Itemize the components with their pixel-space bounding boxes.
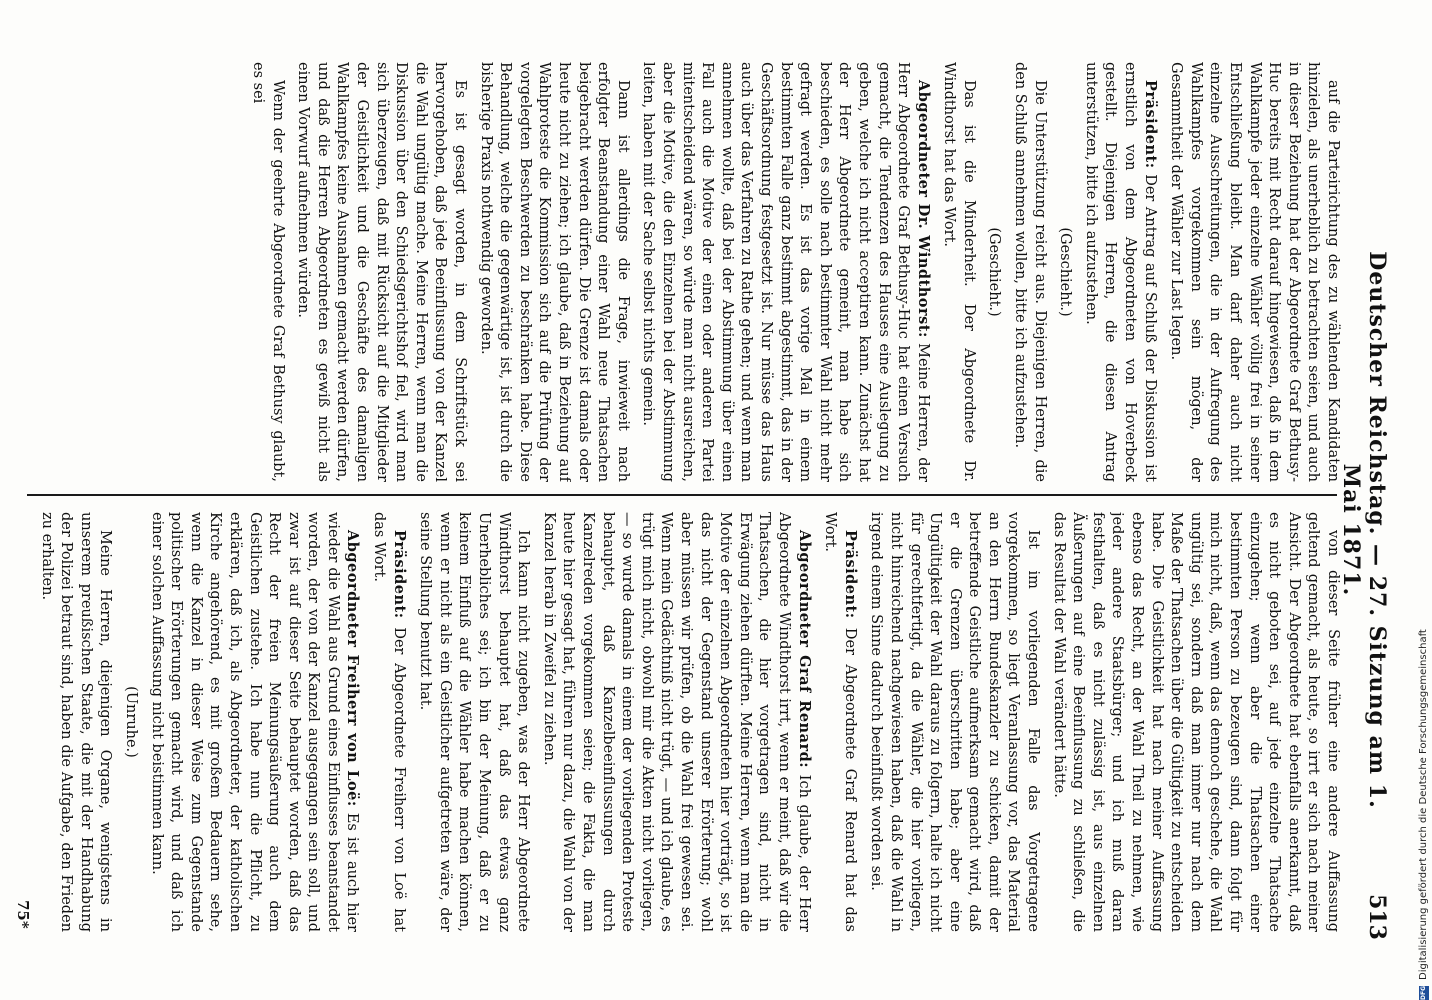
left-column (12, 62, 1342, 482)
column-divider (27, 494, 1337, 496)
paragraph (638, 62, 933, 482)
paragraph (538, 512, 813, 932)
paragraph: Das ist die Minderheit. Der Abgeordnete Dr. Windthorst hat das Wort. (941, 62, 977, 482)
speaker-label: Präsident: (390, 530, 408, 619)
speaker-label: Abgeordneter Graf Renard: (795, 530, 813, 769)
stage-direction: (Geschieht.) (986, 227, 1003, 317)
paragraph (369, 512, 409, 932)
dfg-logo-icon: DFG (1420, 985, 1427, 1000)
paragraph: Ich kann nicht zugeben, was der Herr Abgeordnete Windthorst behauptet hat, daß das etwas ganz Unerhebliches sei; ich bin der Meinung, daß er zu keinem Einfluß auf die Wähler habe machen können, wenn er nicht als ein Geistlicher aufgetreten wäre, der seine Stellung benutzt hat. (417, 512, 532, 932)
header-title: Deutscher Reichstag. — 27. Sitzung am 1. Mai 1871. (1338, 251, 1390, 809)
paragraph (146, 512, 363, 932)
paragraph-text: Der Antrag auf Schluß der Diskussion ist ernstlich von dem Abgeordneten von Hoverbeck gestellt. Diejenigen Herren, die diesen Antrag unterstützen, bitte ich aufzustehen. (1082, 62, 1158, 482)
right-column (12, 512, 1342, 932)
paragraph-text: Meine Herren, der Herr Abgeordnete Graf Bethusy-Huc hat einen Versuch gemacht, die Tendenzen des Hauses eine Auslegung zu geben, welche ich nicht acceptiren kann. Zunächst hat der Herr Abgeordnete gemeint, man habe sich beschieden, es solle nach bestimmter Wahl nicht mehr gefragt werden. Es ist das vorige Mal in einem bestimmten Falle ganz bestimmt abgestimmt, das in der Geschäftsordnung festgesetzt ist. Nur müsse das Haus auch über das Verfahren zu Rathe gehen; und wenn man annehmen wollte, daß bei der Abstimmung über einen Fall auch die Motive der einen oder anderen Partei mitentscheidend wären, so würde man nicht ausreichen, aber die Motive, die den Einzelnen bei der Abstimmung leiten, haben mit der Sache selbst nichts gemein. (640, 62, 931, 482)
paragraph: Es ist gesagt worden, in dem Schriftstück sei hervorgehoben, daß jede Beeinflussung von der Kanzel die Wahl ungültig mache. Meine Herren, wenn man die Diskussion über den Schiedsgerichtshof fiel, wird man sich überzeugen, daß mit Rücksicht auf die Mitglieder der Geistlichkeit und die Geschäfte des damaligen Wahlkampfes keine Ausnahmen gemacht werden dürfen, und daß die Herren Abgeordneten es gewiß nicht als einen Vorwurf aufnehmen würden. (295, 62, 469, 482)
signature-mark: 75* (14, 900, 32, 929)
paragraph: Die Unterstützung reicht aus. Diejenigen Herren, die den Schluß annehmen wollen, bitte ich aufzustehen. (1012, 62, 1048, 482)
paragraph (1080, 62, 1159, 482)
speaker-label: Abgeordneter Dr. Windthorst: (914, 80, 932, 338)
stage-direction: (Unruhe.) (122, 686, 139, 758)
paragraph-text: Es ist auch hier wieder die Wahl aus Grund eines Einflusses beanstandet worden, der von der Kanzel ausgegangen sein soll, und zwar ist auf dieser Seite behauptet worden, daß das Recht der freien Meinungsäußerung auch dem Geistlichen zustehe. Ich habe nun die Pflicht, zu erklären, daß ich, als Abgeordneter, der katholischen Kirche angehörend, es mit großem Bedauern sehe, wenn die Kanzel in dieser Weise zum Gegenstande politischer Erörterungen gemacht wird, und daß ich einer solchen Auffassung nicht beistimmen kann. (148, 512, 361, 932)
paragraph (820, 512, 860, 932)
paragraph: Ist im vorliegenden Falle das Vorgetragene vorgekommen, so liegt Veranlassung vor, das Material an den Herrn Bundeskanzler zu schicken, damit der betreffende Geistliche aufmerksam gemacht wird, daß er die Grenzen überschritten habe; aber eine Ungültigkeit der Wahl daraus zu folgern, halte ich nicht für gerechtfertigt, da die Wähler, die hier vorliegen, nicht hinreichend nachgewiesen haben, daß die Wahl in irgend einem Sinne dadurch beeinflußt worden sei. (868, 512, 1042, 932)
paragraph: auf die Parteirichtung des zu wählenden Kandidaten hinzielen, als unerheblich zu betrachten seien, und auch in dieser Beziehung hat der Abgeordnete Graf Bethusy-Huc bereits mit Recht darauf hingewiesen, daß in dem Wahlkampfe jeder einzelne Wähler völlig frei in seiner Entschließung bleibt. Man darf daher auch nicht einzelne Ausschreitungen, die in der Aufregung des Wahlkampfes vorgekommen sein mögen, der Gesammtheit der Wähler zur Last legen. (1168, 62, 1341, 482)
speaker-label: Präsident: (1141, 80, 1159, 169)
digitization-credit (1416, 0, 1432, 1000)
speaker-label: Präsident: (841, 530, 859, 619)
paragraph: Dann ist allerdings die Frage, inwieweit nach erfolgter Beanstandung einer Wahl neue Thatsachen beigebracht werden dürfen. Die Grenze ist damals oder heute nicht zu ziehen; ich glaube, daß in Beziehung auf Wahlproteste die Kommission sich auf die Prüfung der vorgelegten Beschwerden zu beschränken habe. Diese Behandlung, welche die gegenwärtige ist, ist durch die bisherige Praxis nothwendig geworden. (477, 62, 631, 482)
speaker-label: Abgeordneter Freiherr von Loë: (344, 530, 362, 807)
paragraph: von dieser Seite früher eine andere Auffassung geltend gemacht, als heute, so irrt er sich nach meiner Ansicht. Der Abgeordnete hat ebenfalls anerkannt, daß es nicht geboten sei, auf jede einzelne Thatsache einzugehen; wenn aber die Thatsachen einer bestimmten Person zu bezeugen sind, dann folgt für mich nicht, daß, wenn das dennoch geschehe, die Wahl ungültig sei, sondern daß man immer nur nach dem Maße der Thatsachen über die Gültigkeit zu entscheiden habe. Die Geistlichkeit hat nach meiner Auffassung ebenso das Recht, an der Wahl Theil zu nehmen, wie jeder andere Staatsbürger; und ich muß daran festhalten, daß es nicht zulässig ist, aus einzelnen Äußerungen auf eine Beeinflussung zu schließen, die das Resultat der Wahl verändert hätte. (1050, 512, 1341, 932)
paragraph: Meine Herren, diejenigen Organe, wenigstens in unserem preußischen Staate, die mit der Handhabung der Polizei betraut sind, haben die Aufgabe, den Frieden zu erhalten. (38, 512, 114, 932)
page-header (1338, 60, 1396, 940)
credit-text: Digitalisierung gefördert durch die Deutsche Forschungsgemeinschaft (1418, 629, 1429, 980)
paragraph-text: Der Abgeordnete Freiherr von Loë hat das Wort. (371, 512, 407, 932)
paragraph: Wenn der geehrte Abgeordnete Graf Bethusy glaubt, es sei (250, 62, 286, 482)
paragraph-text: Der Abgeordnete Graf Renard hat das Wort. (822, 512, 858, 932)
credit-line (1416, 0, 1432, 1000)
page-number: 513 (1364, 894, 1390, 940)
paragraph-text: Ich glaube, der Herr Abgeordnete Windthorst irrt, wenn er meint, daß wir die Thatsachen, die hier vorgetragen sind, nicht in Erwägung ziehen dürften. Meine Herren, wenn man die Motive der einzelnen Abgeordneten hier vorträgt, so ist das nicht der Gegenstand unserer Erörterung; wohl aber müssen wir prüfen, ob die Wahl frei gewesen sei. Wenn mein Gedächtniß nicht trügt, — und ich glaube, es trügt mich nicht, obwohl mir die Akten nicht vorliegen, — so wurde damals in einem der vorliegenden Proteste behauptet, daß Kanzelbeeinflussungen durch Kanzelreden vorgekommen seien; die Fakta, die man heute hier gesagt hat, führen nur dazu, die Wahl von der Kanzel herab in Zweifel zu ziehen. (540, 512, 812, 932)
stage-direction: (Geschieht.) (1057, 227, 1074, 317)
